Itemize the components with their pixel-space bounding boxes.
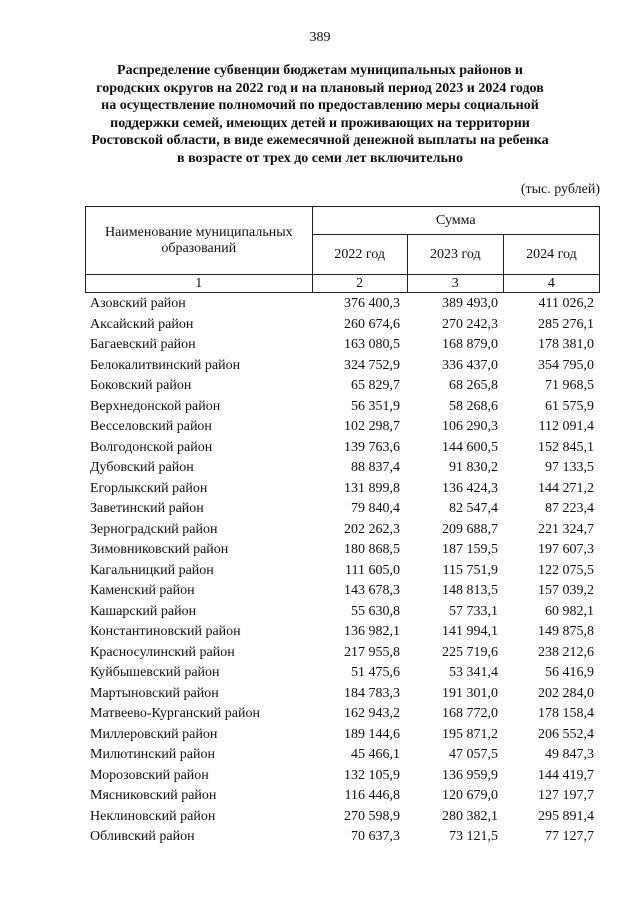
value-2023: 280 382,1 bbox=[442, 808, 498, 824]
district-name: Багаевский район bbox=[90, 337, 196, 353]
table-row bbox=[85, 356, 600, 377]
table-row bbox=[85, 663, 600, 684]
value-2023: 141 994,1 bbox=[442, 624, 498, 640]
value-2023: 73 121,5 bbox=[449, 829, 498, 845]
table-row bbox=[85, 602, 600, 623]
value-2022: 111 605,0 bbox=[345, 562, 400, 578]
table-header bbox=[85, 206, 600, 293]
table-row bbox=[85, 540, 600, 561]
value-2023: 47 057,5 bbox=[449, 747, 498, 763]
value-2022: 116 446,8 bbox=[344, 788, 400, 804]
value-2024: 157 039,2 bbox=[538, 583, 594, 599]
district-name: Обливский район bbox=[90, 829, 195, 845]
value-2024: 178 381,0 bbox=[538, 337, 594, 353]
value-2022: 202 262,3 bbox=[344, 521, 400, 537]
table-row bbox=[85, 294, 600, 315]
district-name: Матвеево-Курганский район bbox=[90, 706, 260, 722]
district-name: Красносулинский район bbox=[90, 644, 235, 660]
table-row bbox=[85, 315, 600, 336]
document-title bbox=[70, 62, 570, 167]
value-2024: 112 091,4 bbox=[538, 419, 594, 435]
table-row bbox=[85, 622, 600, 643]
district-name: Боковский район bbox=[90, 378, 192, 394]
value-2024: 149 875,8 bbox=[538, 624, 594, 640]
district-name: Волгодонской район bbox=[90, 439, 213, 455]
column-number: 2 bbox=[312, 275, 407, 293]
value-2024: 56 416,9 bbox=[545, 665, 594, 681]
district-name: Зерноградский район bbox=[90, 521, 218, 537]
value-2024: 295 891,4 bbox=[538, 808, 594, 824]
district-name: Куйбышевский район bbox=[90, 665, 220, 681]
table-row bbox=[85, 725, 600, 746]
value-2022: 51 475,6 bbox=[351, 665, 400, 681]
value-2023: 106 290,3 bbox=[442, 419, 498, 435]
value-2023: 136 959,9 bbox=[442, 767, 498, 783]
title-line: поддержки семей, имеющих детей и проживающих на территории bbox=[110, 115, 530, 131]
district-name: Морозовский район bbox=[90, 767, 209, 783]
value-2024: 206 552,4 bbox=[538, 726, 594, 742]
table-row bbox=[85, 520, 600, 541]
value-2023: 270 242,3 bbox=[442, 316, 498, 332]
value-2024: 71 968,5 bbox=[545, 378, 594, 394]
value-2022: 55 630,8 bbox=[351, 603, 400, 619]
value-2023: 195 871,2 bbox=[442, 726, 498, 742]
value-2023: 136 424,3 bbox=[442, 480, 498, 496]
column-number: 1 bbox=[86, 275, 313, 293]
title-line: Распределение субвенции бюджетам муниципальных районов и bbox=[117, 63, 523, 78]
table-row bbox=[85, 479, 600, 500]
value-2022: 184 783,3 bbox=[344, 685, 400, 701]
district-name: Дубовский район bbox=[90, 460, 194, 476]
value-2024: 221 324,7 bbox=[538, 521, 594, 537]
page-number: 389 bbox=[309, 30, 331, 45]
value-2022: 189 144,6 bbox=[344, 726, 400, 742]
title-line: городских округов на 2022 год и на плановый период 2023 и 2024 годов bbox=[96, 80, 544, 96]
value-2023: 144 600,5 bbox=[442, 439, 498, 455]
district-name: Аксайский район bbox=[90, 316, 194, 332]
table-row bbox=[85, 745, 600, 766]
value-2024: 354 795,0 bbox=[538, 357, 594, 373]
district-name: Милютинский район bbox=[90, 747, 216, 763]
table-row bbox=[85, 561, 600, 582]
value-2024: 49 847,3 bbox=[545, 747, 594, 763]
value-2023: 57 733,1 bbox=[449, 603, 498, 619]
district-name: Мартыновский район bbox=[90, 685, 219, 701]
district-name: Каменский район bbox=[90, 583, 195, 599]
year-header-2022: 2022 год bbox=[312, 235, 407, 275]
district-name: Весселовский район bbox=[90, 419, 212, 435]
table-row bbox=[85, 581, 600, 602]
value-2024: 144 271,2 bbox=[538, 480, 594, 496]
value-2023: 209 688,7 bbox=[442, 521, 498, 537]
value-2024: 202 284,0 bbox=[538, 685, 594, 701]
value-2023: 168 879,0 bbox=[442, 337, 498, 353]
value-2024: 97 133,5 bbox=[545, 460, 594, 476]
district-name: Константиновский район bbox=[90, 624, 241, 640]
district-name: Зимовниковский район bbox=[90, 542, 229, 558]
value-2023: 389 493,0 bbox=[442, 296, 498, 312]
value-2022: 163 080,5 bbox=[344, 337, 400, 353]
value-2023: 225 719,6 bbox=[442, 644, 498, 660]
value-2023: 91 830,2 bbox=[449, 460, 498, 476]
value-2024: 77 127,7 bbox=[545, 829, 594, 845]
district-name: Миллеровский район bbox=[90, 726, 218, 742]
table-row bbox=[85, 684, 600, 705]
table-row bbox=[85, 704, 600, 725]
column-number: 3 bbox=[407, 275, 503, 293]
value-2023: 336 437,0 bbox=[442, 357, 498, 373]
year-header-2023: 2023 год bbox=[407, 235, 503, 275]
value-2022: 131 899,8 bbox=[344, 480, 400, 496]
district-name: Заветинский район bbox=[90, 501, 204, 517]
table-body bbox=[85, 294, 600, 848]
table-row bbox=[85, 417, 600, 438]
value-2022: 217 955,8 bbox=[344, 644, 400, 660]
value-2022: 324 752,9 bbox=[344, 357, 400, 373]
value-2023: 187 159,5 bbox=[442, 542, 498, 558]
sum-column-header: Сумма bbox=[312, 207, 599, 235]
value-2023: 120 679,0 bbox=[442, 788, 498, 804]
value-2022: 65 829,7 bbox=[351, 378, 400, 394]
value-2022: 270 598,9 bbox=[344, 808, 400, 824]
value-2023: 115 751,9 bbox=[442, 562, 498, 578]
table-row bbox=[85, 786, 600, 807]
value-2024: 60 982,1 bbox=[545, 603, 594, 619]
table-row bbox=[85, 766, 600, 787]
value-2024: 144 419,7 bbox=[538, 767, 594, 783]
value-2024: 127 197,7 bbox=[538, 788, 594, 804]
district-name: Кагальницкий район bbox=[90, 562, 214, 578]
table-row bbox=[85, 643, 600, 664]
value-2022: 143 678,3 bbox=[344, 583, 400, 599]
title-line: на осуществление полномочий по предоставлению меры социальной bbox=[101, 98, 539, 113]
value-2023: 68 265,8 bbox=[449, 378, 498, 394]
table-row bbox=[85, 335, 600, 356]
value-2022: 88 837,4 bbox=[351, 460, 400, 476]
value-2023: 191 301,0 bbox=[442, 685, 498, 701]
district-name: Верхнедонской район bbox=[90, 398, 221, 414]
value-2022: 139 763,6 bbox=[344, 439, 400, 455]
value-2022: 56 351,9 bbox=[351, 398, 400, 414]
value-2024: 285 276,1 bbox=[538, 316, 594, 332]
value-2022: 376 400,3 bbox=[344, 296, 400, 312]
value-2022: 180 868,5 bbox=[344, 542, 400, 558]
table-row bbox=[85, 499, 600, 520]
value-2023: 53 341,4 bbox=[449, 665, 498, 681]
district-name: Мясниковский район bbox=[90, 788, 217, 804]
title-line: в возрасте от трех до семи лет включительно bbox=[177, 150, 463, 166]
table-row bbox=[85, 807, 600, 828]
value-2022: 260 674,6 bbox=[344, 316, 400, 332]
district-name: Азовский район bbox=[90, 296, 186, 312]
value-2022: 136 982,1 bbox=[344, 624, 400, 640]
district-name: Белокалитвинский район bbox=[90, 357, 241, 373]
value-2023: 148 813,5 bbox=[442, 583, 498, 599]
title-line: Ростовской области, в виде ежемесячной денежной выплаты на ребенка bbox=[91, 133, 549, 148]
value-2022: 102 298,7 bbox=[344, 419, 400, 435]
value-2024: 178 158,4 bbox=[538, 706, 594, 722]
value-2024: 197 607,3 bbox=[538, 542, 594, 558]
table-row bbox=[85, 438, 600, 459]
units-label: (тыс. рублей) bbox=[520, 182, 600, 197]
table-row bbox=[85, 376, 600, 397]
value-2022: 132 105,9 bbox=[344, 767, 400, 783]
name-column-header: Наименование муниципальных образований bbox=[86, 207, 313, 275]
value-2024: 87 223,4 bbox=[545, 501, 594, 517]
value-2024: 152 845,1 bbox=[538, 439, 594, 455]
value-2024: 411 026,2 bbox=[538, 296, 594, 312]
table-row bbox=[85, 397, 600, 418]
value-2024: 122 075,5 bbox=[538, 562, 594, 578]
value-2022: 70 637,3 bbox=[351, 829, 400, 845]
year-header-2024: 2024 год bbox=[503, 235, 599, 275]
value-2023: 58 268,6 bbox=[449, 398, 498, 414]
district-name: Кашарский район bbox=[90, 603, 197, 619]
value-2022: 45 466,1 bbox=[351, 747, 400, 763]
value-2023: 168 772,0 bbox=[442, 706, 498, 722]
value-2024: 61 575,9 bbox=[545, 398, 594, 414]
column-number: 4 bbox=[503, 275, 599, 293]
table-row bbox=[85, 827, 600, 848]
table-row bbox=[85, 458, 600, 479]
district-name: Егорлыкский район bbox=[90, 480, 208, 496]
district-name: Неклиновский район bbox=[90, 808, 216, 824]
value-2023: 82 547,4 bbox=[449, 501, 498, 517]
value-2024: 238 212,6 bbox=[538, 644, 594, 660]
value-2022: 162 943,2 bbox=[344, 706, 400, 722]
value-2022: 79 840,4 bbox=[351, 501, 400, 517]
